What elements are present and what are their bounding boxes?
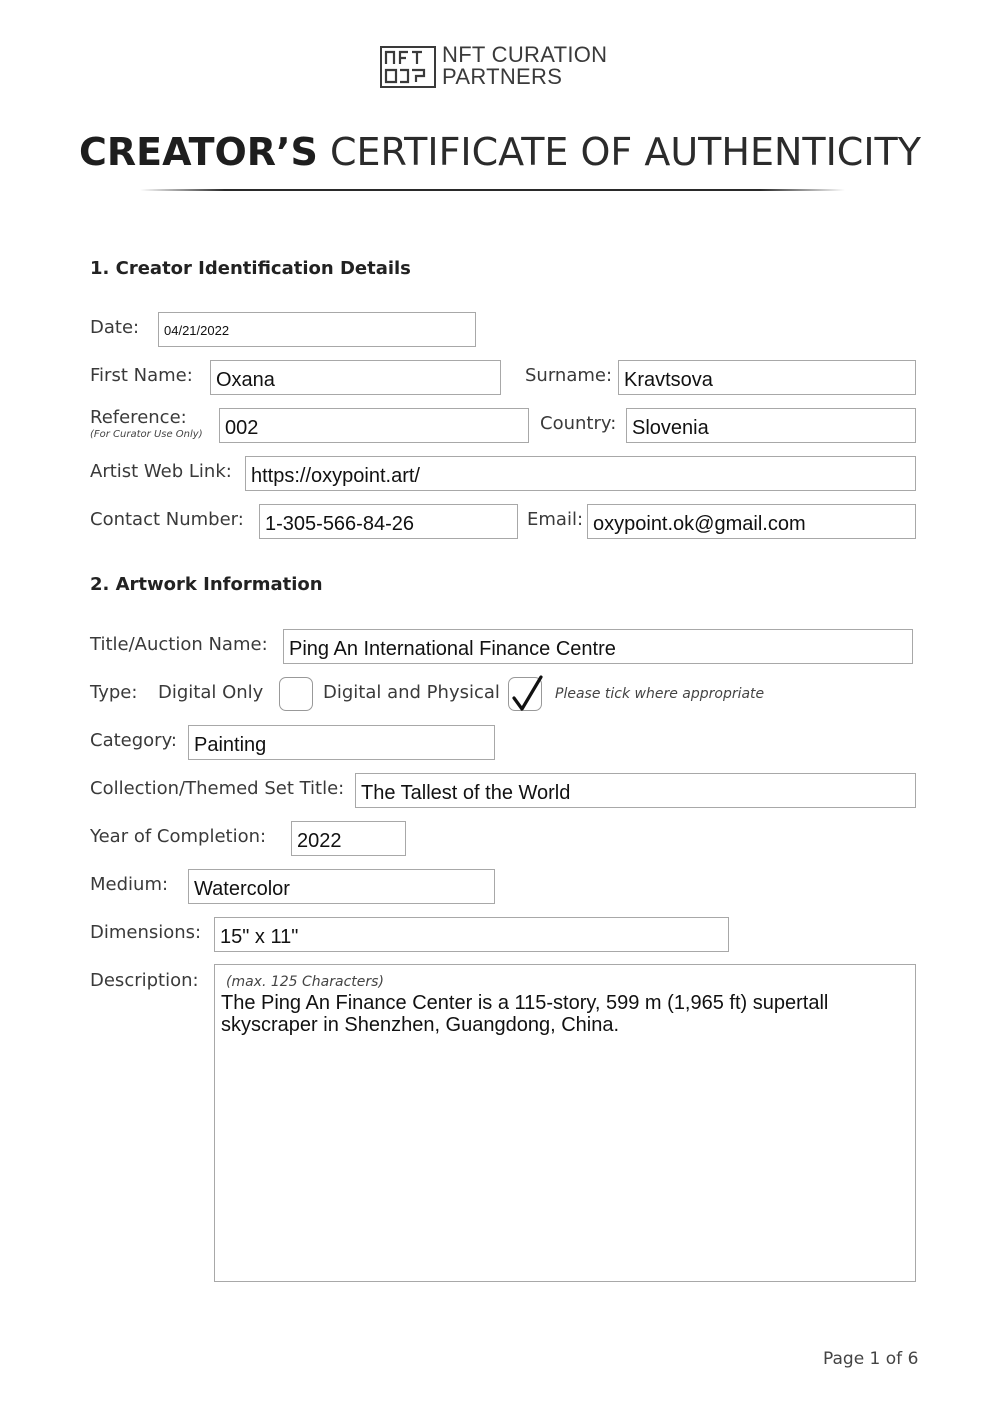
dimensions-label: Dimensions: xyxy=(90,922,202,943)
description-text xyxy=(221,992,911,1036)
nft-logo-icon xyxy=(380,46,436,88)
title-auction-label: Title/Auction Name: xyxy=(90,634,268,655)
year-label: Year of Completion: xyxy=(90,826,267,847)
type-hint: Please tick where appropriate xyxy=(555,686,765,702)
digital-only-checkbox[interactable] xyxy=(279,677,313,711)
logo-wordmark xyxy=(442,44,642,88)
collection-label: Collection/Themed Set Title: xyxy=(90,778,345,799)
description-line1: The Ping An Finance Center is a 115-story, 599 m (1,965 ft) supertall xyxy=(221,992,829,1014)
type-digital-physical-label: Digital and Physical xyxy=(323,682,500,703)
contact-number-label: Contact Number: xyxy=(90,509,244,530)
title-divider xyxy=(140,189,845,191)
first-name-label: First Name: xyxy=(90,365,193,386)
date-label: Date: xyxy=(90,317,140,338)
checkmark-icon xyxy=(507,672,551,716)
medium-label: Medium: xyxy=(90,874,169,895)
section1-heading: 1. Creator Identification Details xyxy=(90,258,411,279)
category-field[interactable]: Painting xyxy=(188,725,495,760)
reference-label: Reference: xyxy=(90,407,187,428)
email-label: Email: xyxy=(527,509,584,530)
page-title xyxy=(0,128,1000,176)
reference-note: (For Curator Use Only) xyxy=(90,429,203,440)
type-digital-only-label: Digital Only xyxy=(158,682,264,703)
title-light: CERTIFICATE OF AUTHENTICITY xyxy=(329,130,921,174)
description-hint: (max. 125 Characters) xyxy=(226,974,384,990)
description-textarea[interactable] xyxy=(214,964,916,1282)
surname-label: Surname: xyxy=(525,365,613,386)
title-bold: CREATOR’S xyxy=(79,130,318,174)
year-field[interactable]: 2022 xyxy=(291,821,406,856)
country-field[interactable]: Slovenia xyxy=(626,408,916,443)
web-link-field[interactable]: https://oxypoint.art/ xyxy=(245,456,916,491)
digital-physical-checkbox[interactable] xyxy=(508,677,542,711)
description-label: Description: xyxy=(90,970,199,991)
reference-field[interactable]: 002 xyxy=(219,408,529,443)
country-label: Country: xyxy=(540,413,617,434)
logo-line1: NFT CURATION xyxy=(442,42,608,67)
type-label: Type: xyxy=(90,682,138,703)
first-name-field[interactable]: Oxana xyxy=(210,360,501,395)
contact-number-field[interactable]: 1-305-566-84-26 xyxy=(259,504,518,539)
section2-heading: 2. Artwork Information xyxy=(90,574,323,595)
collection-field[interactable]: The Tallest of the World xyxy=(355,773,916,808)
date-field[interactable]: 04/21/2022 xyxy=(158,312,476,347)
logo-line2: PARTNERS xyxy=(442,64,563,89)
category-label: Category: xyxy=(90,730,177,751)
page-number: Page 1 of 6 xyxy=(823,1349,919,1369)
email-field[interactable]: oxypoint.ok@gmail.com xyxy=(587,504,916,539)
title-auction-field[interactable]: Ping An International Finance Centre xyxy=(283,629,913,664)
surname-field[interactable]: Kravtsova xyxy=(618,360,916,395)
web-link-label: Artist Web Link: xyxy=(90,461,232,482)
medium-field[interactable]: Watercolor xyxy=(188,869,495,904)
dimensions-field[interactable]: 15" x 11" xyxy=(214,917,729,952)
description-line2: skyscraper in Shenzhen, Guangdong, China. xyxy=(221,1014,620,1036)
